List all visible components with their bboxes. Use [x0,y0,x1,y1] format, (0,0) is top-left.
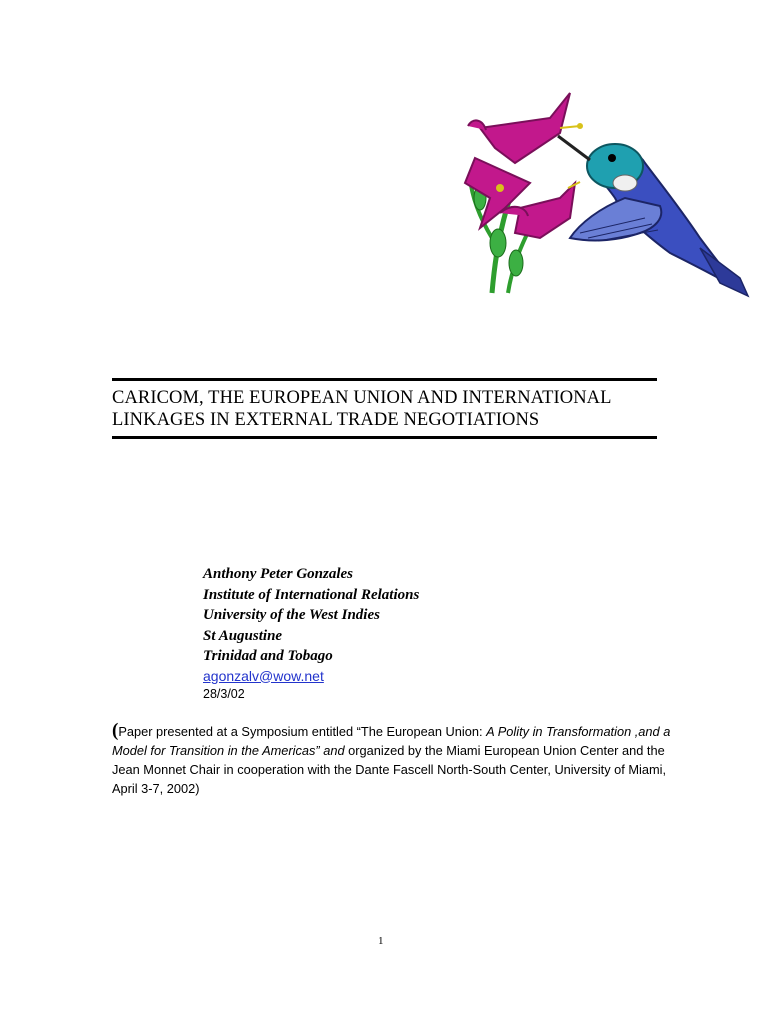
title-bottom-rule [112,436,657,439]
symposium-note-open-paren: ( [112,720,119,741]
author-country: Trinidad and Tobago [203,648,333,664]
document-title-line-2: LINKAGES IN EXTERNAL TRADE NEGOTIATIONS [112,410,540,430]
author-name: Anthony Peter Gonzales [203,566,354,582]
document-title-block [112,378,657,439]
title-top-rule [112,378,657,381]
page-number: 1 [378,935,384,947]
author-institute: Institute of International Relations [203,586,420,603]
author-university: University of the West Indies [203,607,380,623]
symposium-note [112,721,672,798]
author-city: St Augustine [203,627,283,644]
symposium-note-text-2: organized by the Miami European Union Center and the Jean Monnet Chair in cooperation with the Dante Fascell North-South Center, University of Miami, April 3-7, 2002) [112,743,667,796]
hummingbird-flower-illustration [420,88,750,300]
author-block [203,564,419,702]
author-email-link[interactable]: agonzalv@wow.net [203,667,324,684]
symposium-note-text-1: Paper presented at a Symposium entitled “The European Union: [118,724,487,739]
document-title-line-1: CARICOM, THE EUROPEAN UNION AND INTERNATIONAL [112,388,612,408]
document-date: 28/3/02 [203,686,245,701]
symposium-note-italic-title: A Polity in Transformation ,and a Model for Transition in the Americas” and [112,724,671,758]
